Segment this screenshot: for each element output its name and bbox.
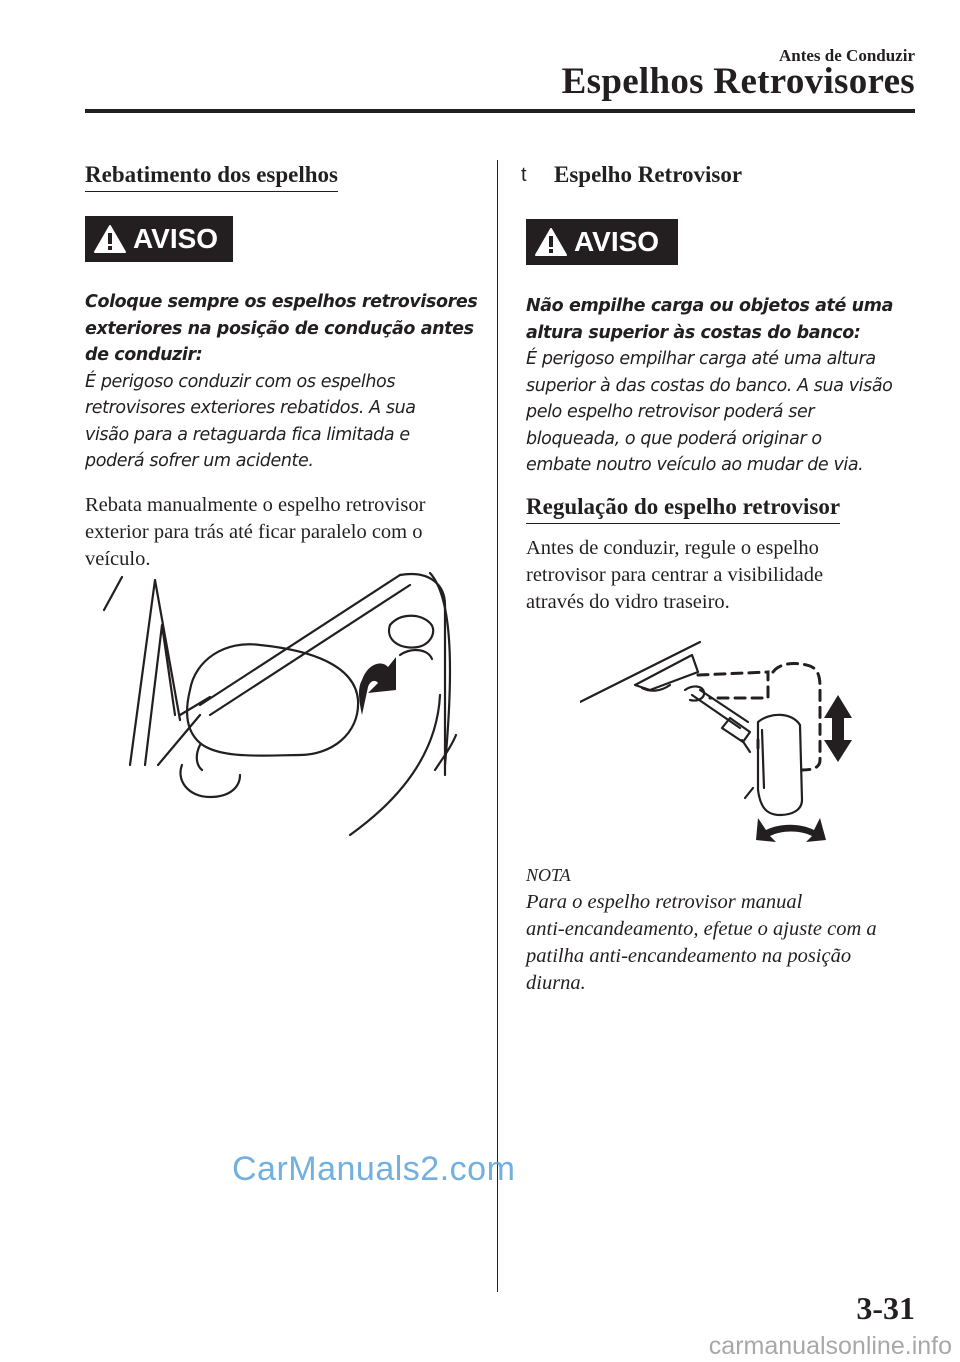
warning-line: retrovisores exteriores rebatidos. A sua: [85, 398, 416, 418]
fold-arrow-icon: [359, 657, 396, 715]
warning-badge-left: [85, 216, 233, 262]
note-line: diurna.: [526, 972, 586, 994]
warning-bold-line: Não empilhe carga ou objetos até uma: [526, 296, 893, 316]
warning-triangle-icon: [93, 224, 127, 254]
note-line: patilha anti-encandeamento na posição: [526, 945, 852, 967]
left-heading: Rebatimento dos espelhos: [85, 162, 338, 192]
warning-line: embate noutro veículo ao mudar de via.: [526, 455, 864, 475]
page-number: 3-31: [856, 1290, 915, 1326]
note-line: anti-encandeamento, efetue o ajuste com a: [526, 918, 877, 940]
warning-bold-line: altura superior às costas do banco:: [526, 322, 861, 343]
warning-line: pelo espelho retrovisor poderá ser: [526, 402, 815, 422]
column-divider: [497, 160, 498, 1292]
body-line: Rebata manualmente o espelho retrovisor: [85, 494, 426, 516]
warning-triangle-icon: [534, 227, 568, 257]
warning-badge-right: [526, 219, 678, 265]
body-line: através do vidro traseiro.: [526, 590, 730, 613]
warning-line: poderá sofrer um acidente.: [85, 451, 314, 471]
warning-label: AVISO: [574, 226, 660, 257]
rearview-mirror-illustration: [580, 640, 880, 845]
warning-line: É perigoso empilhar carga até uma altura: [526, 349, 876, 369]
note-line: Para o espelho retrovisor manual: [526, 891, 803, 913]
header-rule: [85, 109, 915, 113]
bullet-marker: t: [521, 164, 527, 186]
warning-bold-line: Coloque sempre os espelhos retrovisores: [85, 292, 478, 312]
warning-label: AVISO: [133, 223, 219, 254]
tilt-arrow-icon: [756, 818, 826, 842]
body-line: exterior para trás até ficar paralelo com o: [85, 520, 423, 543]
page-title: Espelhos Retrovisores: [561, 61, 915, 102]
footer-url[interactable]: carmanualsonline.info: [708, 1332, 952, 1360]
body-line: Antes de conduzir, regule o espelho: [526, 537, 819, 559]
body-line: retrovisor para centrar a visibilidade: [526, 563, 824, 586]
right-heading: Espelho Retrovisor: [554, 162, 743, 187]
watermark: CarManuals2.com: [232, 1150, 516, 1188]
warning-bold-line: exteriores na posição de condução antes: [85, 318, 474, 339]
right-body-text: [526, 535, 946, 615]
right-subheading: Regulação do espelho retrovisor: [526, 494, 840, 524]
mirror-folding-illustration: [100, 565, 480, 840]
warning-line: visão para a retaguarda fica limitada e: [85, 424, 410, 445]
warning-line: bloqueada, o que poderá originar o: [526, 428, 822, 449]
section-label: Antes de Conduzir: [778, 46, 915, 65]
warning-line: superior à das costas do banco. A sua visão: [526, 375, 893, 396]
warning-text-left: [85, 289, 485, 475]
warning-line: É perigoso conduzir com os espelhos: [85, 371, 396, 392]
warning-text-right: [526, 293, 946, 479]
body-line: veículo.: [85, 547, 151, 570]
note-block: [526, 862, 946, 997]
note-label: NOTA: [526, 865, 571, 885]
warning-bold-line: de conduzir:: [85, 345, 203, 365]
vertical-adjust-arrow-icon: [824, 695, 852, 762]
left-body-text: [85, 492, 495, 572]
